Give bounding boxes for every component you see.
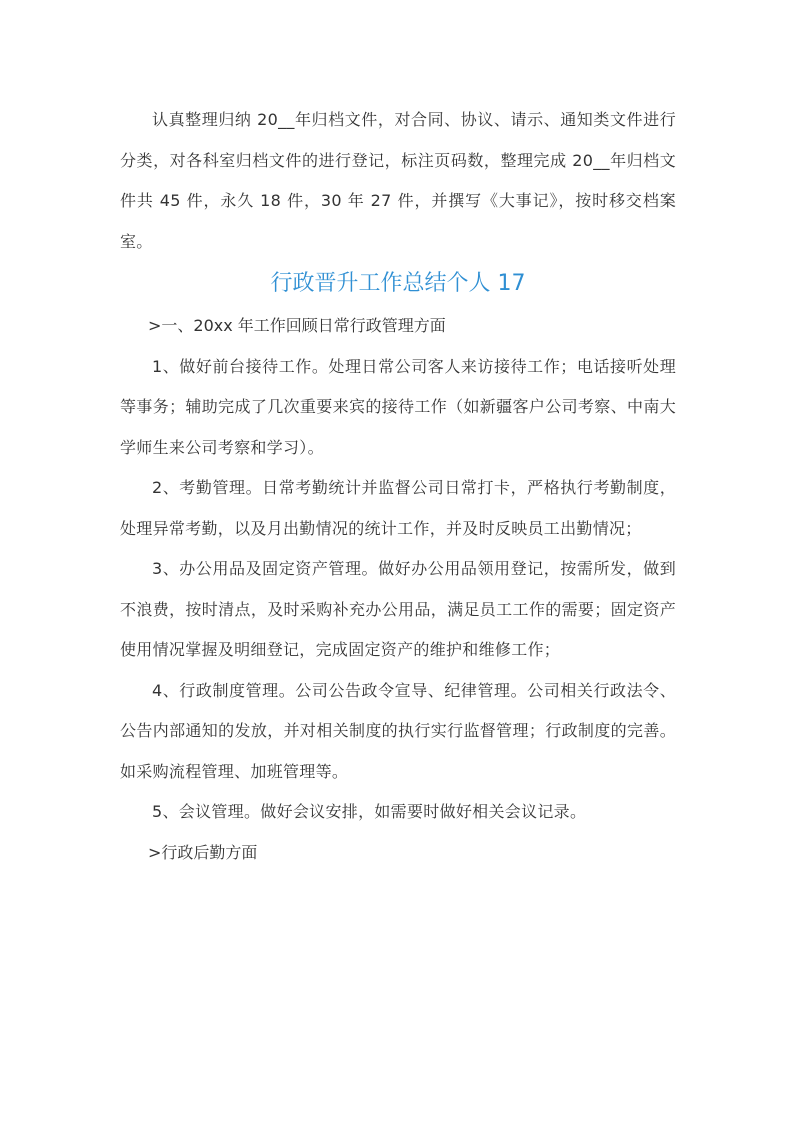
list-item-attendance: 2、考勤管理。日常考勤统计并监督公司日常打卡，严格执行考勤制度，处理异常考勤，以及月出勤情况的统计工作，并及时反映员工出勤情况； <box>120 478 676 538</box>
intro-paragraph: 认真整理归纳 20__年归档文件，对合同、协议、请示、通知类文件进行分类，对各科室归档文件的进行登记，标注页码数，整理完成 20__年归档文件共 45 件，永久 18 件，30 年 27 件，并撰写《大事记》，按时移交档案室。 <box>120 110 676 251</box>
list-item-meetings: 5、会议管理。做好会议安排，如需要时做好相关会议记录。 <box>152 802 587 821</box>
subheading-work-review: >一、20xx 年工作回顾日常行政管理方面 <box>148 316 446 335</box>
list-item-admin-policy: 4、行政制度管理。公司公告政令宣导、纪律管理。公司相关行政法令、公告内部通知的发放，并对相关制度的执行实行监督管理；行政制度的完善。如采购流程管理、加班管理等。 <box>120 680 676 781</box>
document-body <box>120 100 676 873</box>
section-title: 行政晋升工作总结个人 17 <box>270 271 526 296</box>
list-item-office-supplies: 3、办公用品及固定资产管理。做好办公用品领用登记，按需所发，做到不浪费，按时清点，及时采购补充办公用品，满足员工工作的需要；固定资产使用情况掌握及明细登记，完成固定资产的维护和维修工作； <box>120 559 676 659</box>
list-item-reception: 1、做好前台接待工作。处理日常公司客人来访接待工作；电话接听处理等事务；辅助完成了几次重要来宾的接待工作（如新疆客户公司考察、中南大学师生来公司考察和学习）。 <box>120 356 676 457</box>
subheading-logistics: >行政后勤方面 <box>148 842 258 862</box>
